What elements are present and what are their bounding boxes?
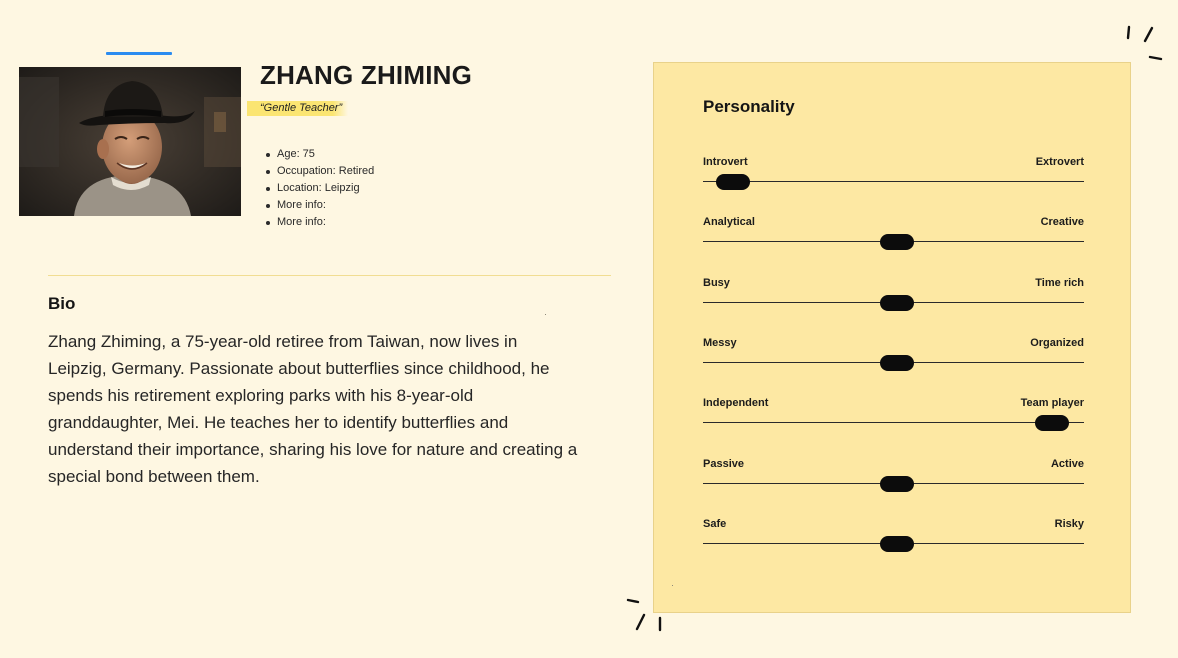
trait-slider-messy-organized[interactable] xyxy=(703,337,1084,377)
selection-handle[interactable] xyxy=(106,52,172,55)
persona-portrait-image xyxy=(19,67,241,216)
trait-right-label: Team player xyxy=(1020,397,1084,409)
personality-title: Personality xyxy=(703,97,795,116)
trait-right-label: Organized xyxy=(1030,337,1084,349)
personality-panel xyxy=(653,62,1131,613)
trait-slider-busy-time-rich[interactable] xyxy=(703,277,1084,317)
section-divider xyxy=(48,275,611,276)
bio-text: Zhang Zhiming, a 75-year-old retiree from Taiwan, now lives in Leipzig, Germany. Passionate about butterflies since childhood, he spends his retirement exploring parks with his 8-year-old granddaughter, Mei. He teaches her to identify butterflies and understand their importance, sharing his love for nature and creating a special bond between them. xyxy=(48,332,578,486)
trait-slider-independent-team-player[interactable] xyxy=(703,397,1084,437)
trait-left-label: Messy xyxy=(703,337,737,349)
trait-right-label: Time rich xyxy=(1035,277,1084,289)
trait-knob[interactable] xyxy=(1035,415,1069,431)
trait-knob[interactable] xyxy=(880,295,914,311)
bio-heading: Bio xyxy=(48,294,76,313)
trait-knob[interactable] xyxy=(880,234,914,250)
trait-left-label: Busy xyxy=(703,277,730,289)
fact-more-info: More info: xyxy=(266,214,374,231)
trait-left-label: Passive xyxy=(703,458,744,470)
sparkle-doodle-icon xyxy=(622,592,672,636)
trait-slider-introvert-extrovert[interactable] xyxy=(703,156,1084,196)
stray-dot xyxy=(672,585,673,586)
trait-track xyxy=(703,422,1084,423)
fact-age: Age: 75 xyxy=(266,146,374,163)
trait-left-label: Independent xyxy=(703,397,769,409)
trait-slider-safe-risky[interactable] xyxy=(703,518,1084,558)
trait-left-label: Safe xyxy=(703,518,727,530)
trait-knob[interactable] xyxy=(880,536,914,552)
trait-right-label: Risky xyxy=(1054,518,1084,530)
trait-right-label: Creative xyxy=(1040,216,1084,228)
trait-knob[interactable] xyxy=(880,476,914,492)
trait-knob[interactable] xyxy=(716,174,750,190)
fact-location: Location: Leipzig xyxy=(266,180,374,197)
trait-left-label: Introvert xyxy=(703,156,748,168)
sparkle-doodle-icon xyxy=(1120,20,1170,66)
persona-name: ZHANG ZHIMING xyxy=(260,60,473,90)
stray-dot xyxy=(545,314,546,315)
trait-track xyxy=(703,181,1084,182)
trait-slider-analytical-creative[interactable] xyxy=(703,216,1084,256)
persona-photo xyxy=(19,67,241,216)
trait-knob[interactable] xyxy=(880,355,914,371)
persona-nickname: “Gentle Teacher” xyxy=(247,101,348,116)
fact-occupation: Occupation: Retired xyxy=(266,163,374,180)
trait-left-label: Analytical xyxy=(703,216,755,228)
trait-right-label: Active xyxy=(1050,458,1084,470)
trait-right-label: Extrovert xyxy=(1035,156,1084,168)
trait-slider-passive-active[interactable] xyxy=(703,458,1084,498)
persona-facts-list xyxy=(266,146,374,231)
fact-more-info: More info: xyxy=(266,197,374,214)
